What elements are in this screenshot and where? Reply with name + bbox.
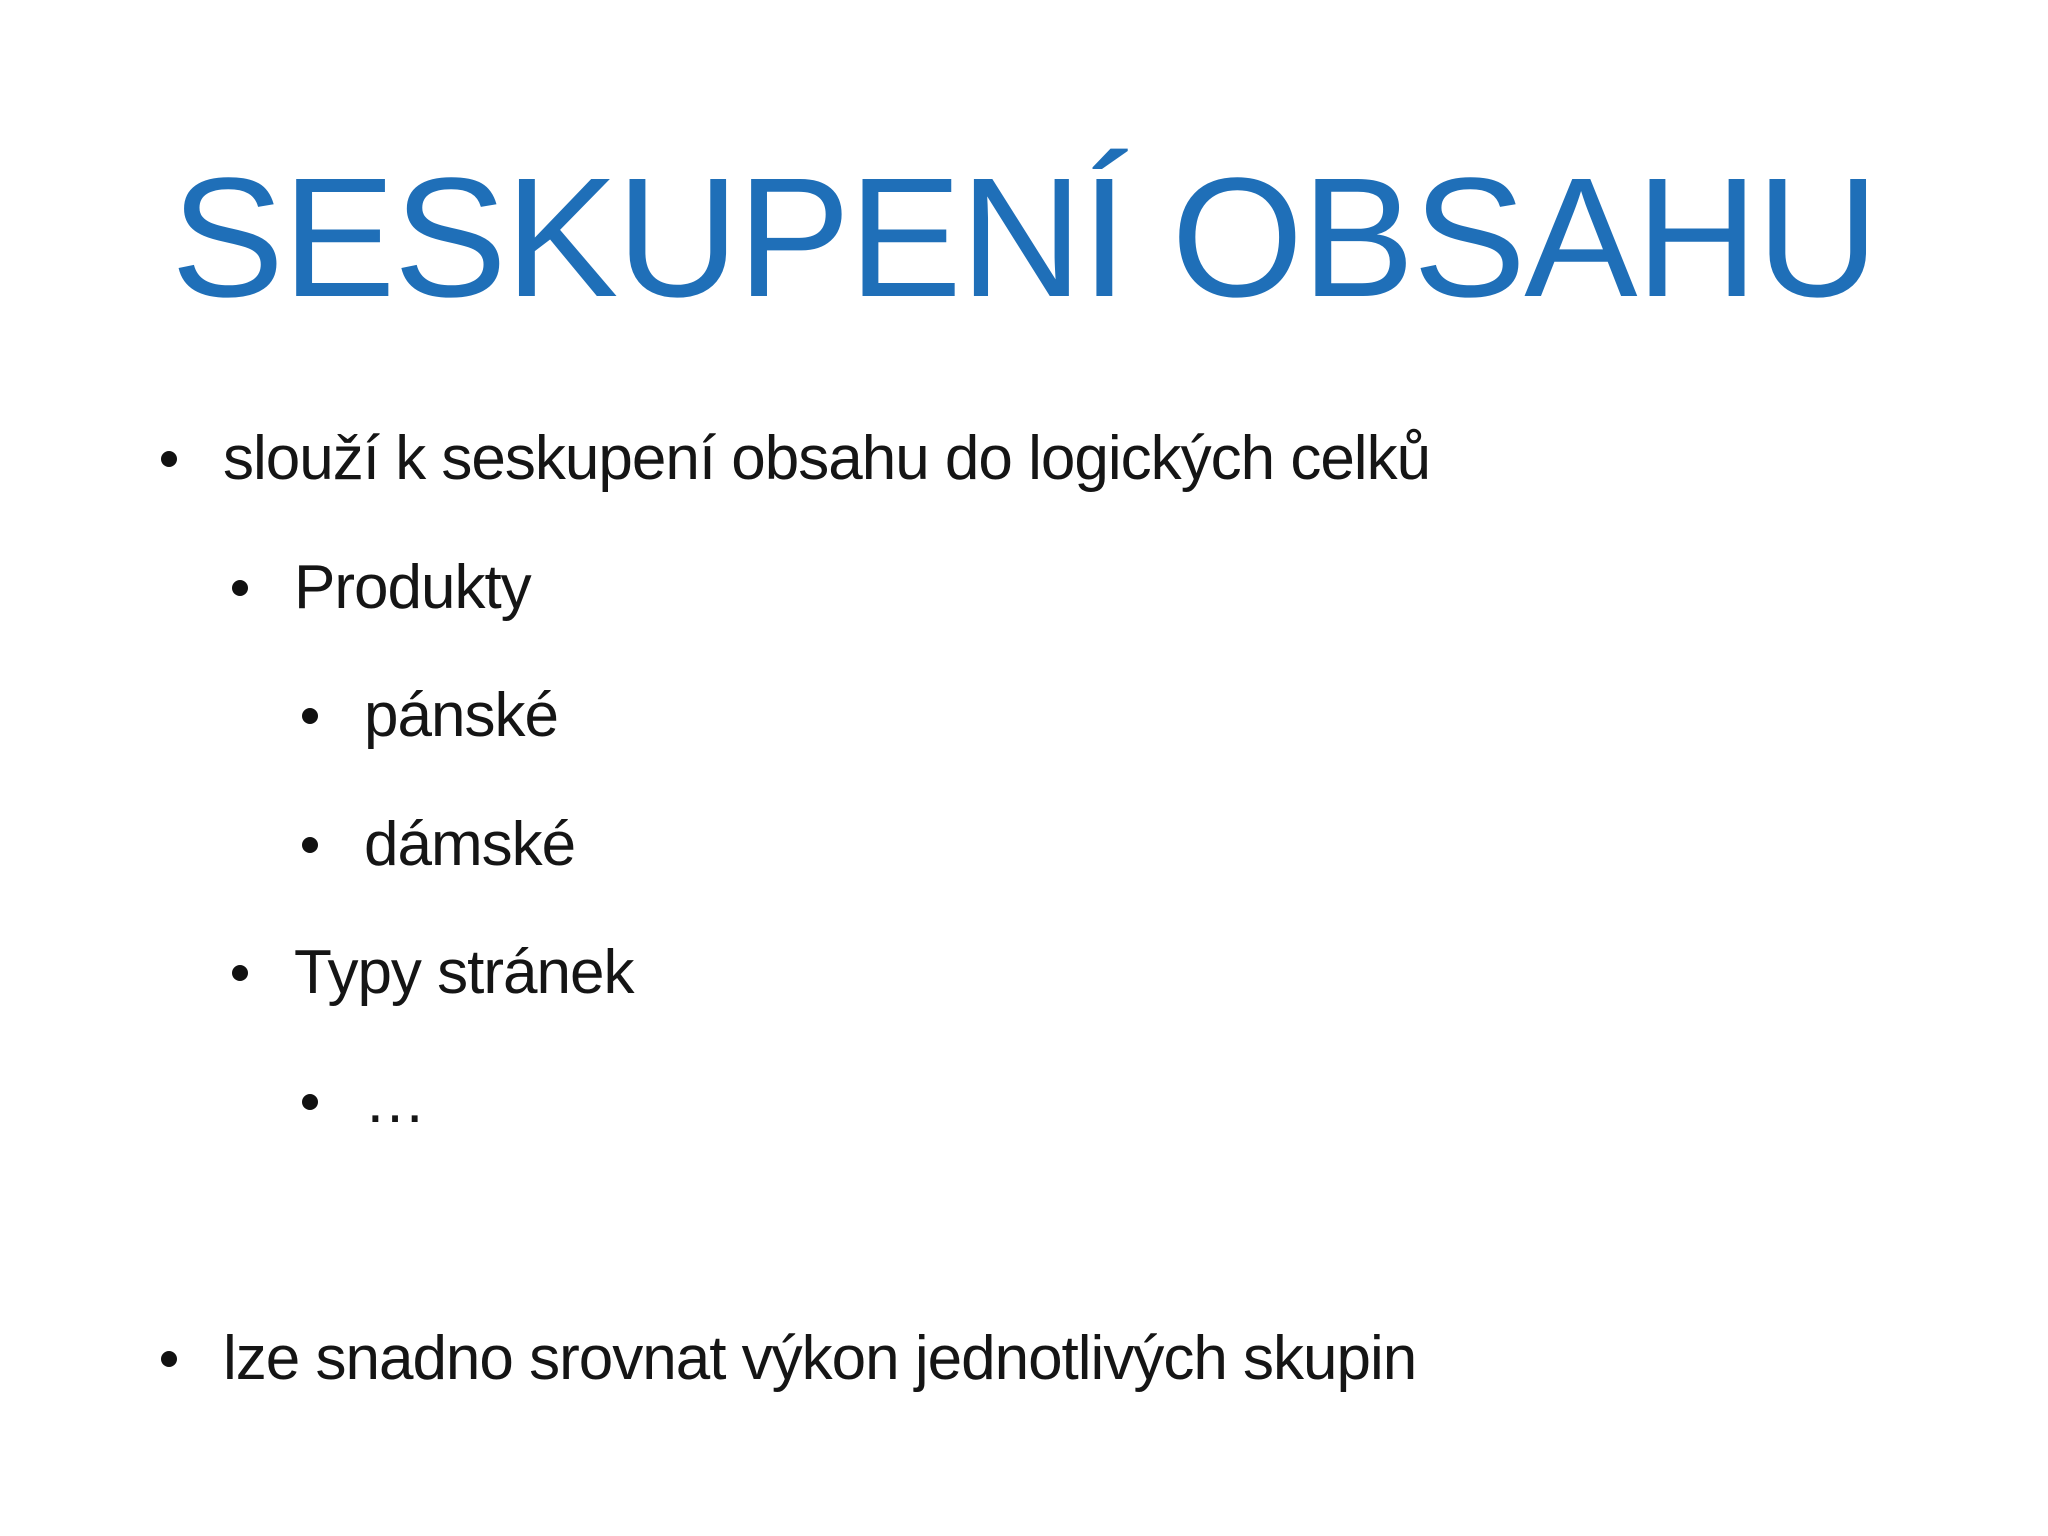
bullet-dot-icon [302, 708, 318, 724]
bullet-text: lze snadno srovnat výkon jednotlivých skupin [223, 1324, 1417, 1393]
bullet-dot-icon [232, 965, 248, 981]
bullet-text: pánské [364, 681, 558, 750]
bullet-item [302, 805, 575, 885]
bullet-text: slouží k seskupení obsahu do logických celků [223, 424, 1431, 493]
bullet-text: … [364, 1067, 425, 1136]
bullet-item [232, 933, 633, 1013]
slide-title: SESKUPENÍ OBSAHU [170, 143, 1878, 333]
bullet-text: dámské [364, 810, 576, 879]
bullet-text: Produkty [294, 553, 531, 622]
bullet-dot-icon [232, 580, 248, 596]
bullet-dot-icon [302, 837, 318, 853]
bullet-dot-icon [302, 1094, 318, 1110]
bullet-item [302, 676, 558, 756]
bullet-text: Typy stránek [294, 938, 634, 1007]
bullet-item [161, 1319, 1416, 1399]
bullet-dot-icon [161, 451, 177, 467]
bullet-dot-icon [161, 1351, 177, 1367]
bullet-item [161, 419, 1430, 499]
bullet-item [232, 548, 531, 628]
bullet-item [302, 1062, 425, 1142]
